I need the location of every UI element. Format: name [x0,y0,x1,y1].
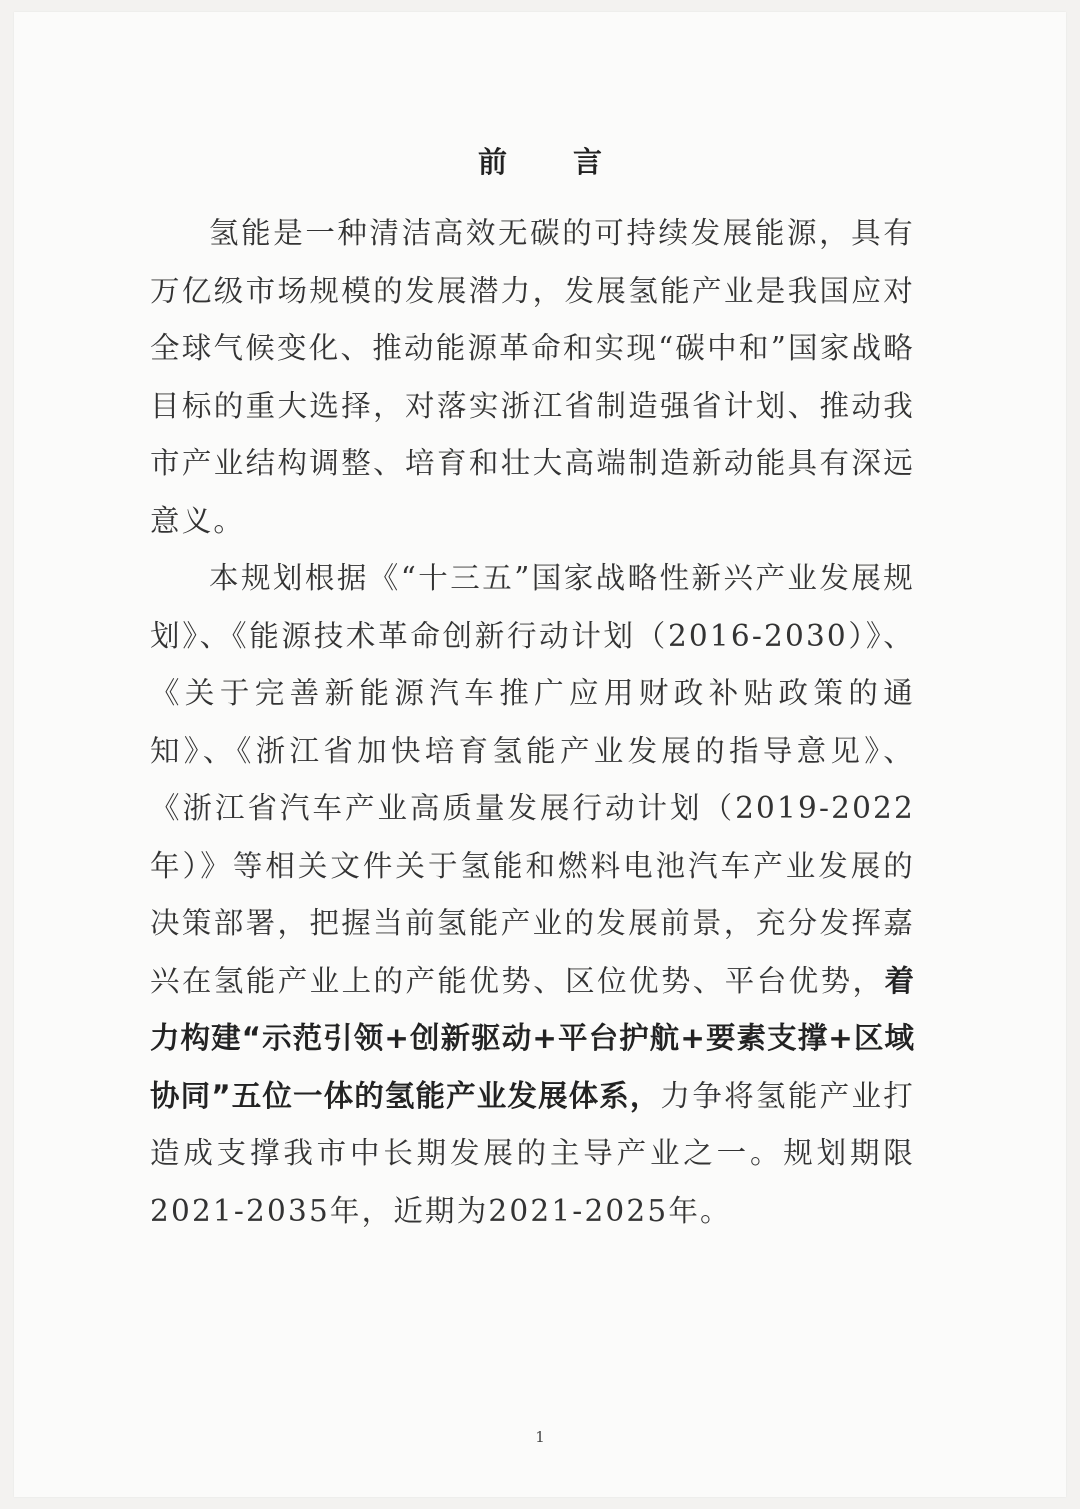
page-number: 1 [535,1428,545,1446]
paragraph-intro: 氢能是一种清洁高效无碳的可持续发展能源，具有万亿级市场规模的发展潜力，发展氢能产业是我国应对全球气候变化、推动能源革命和实现“碳中和”国家战略目标的重大选择，对落实浙江省制造强省计划、推动我市产业结构调整、培育和壮大高端制造新动能具有深远意义。 [150,216,915,538]
page-title: 前 言 [477,145,631,179]
body-text [150,205,915,1240]
paragraph-basis-end: 力争将氢能产业打造成支撑我市中长期发展的主导产业之一。规划期限2021-2035年，近期为2021-2025年。 [150,1078,915,1228]
paragraph-basis [150,550,915,1240]
paragraph-basis-start: 本规划根据《“十三五”国家战略性新兴产业发展规划》、《能源技术革命创新行动计划（2016-2030）》、《关于完善新能源汽车推广应用财政补贴政策的通知》、《浙江省加快培育氢能产业发展的指导意见》、《浙江省汽车产业高质量发展行动计划（2019-2022年）》等相关文件关于氢能和燃料电池汽车产业发展的决策部署，把握当前氢能产业的发展前景，充分发挥嘉兴在氢能产业上的产能优势、区位优势、平台优势， [150,561,915,998]
paragraph-basis-emphasis: 着力构建“示范引领+创新驱动+平台护航+要素支撑+区域协同”五位一体的氢能产业发展体系， [150,963,915,1113]
